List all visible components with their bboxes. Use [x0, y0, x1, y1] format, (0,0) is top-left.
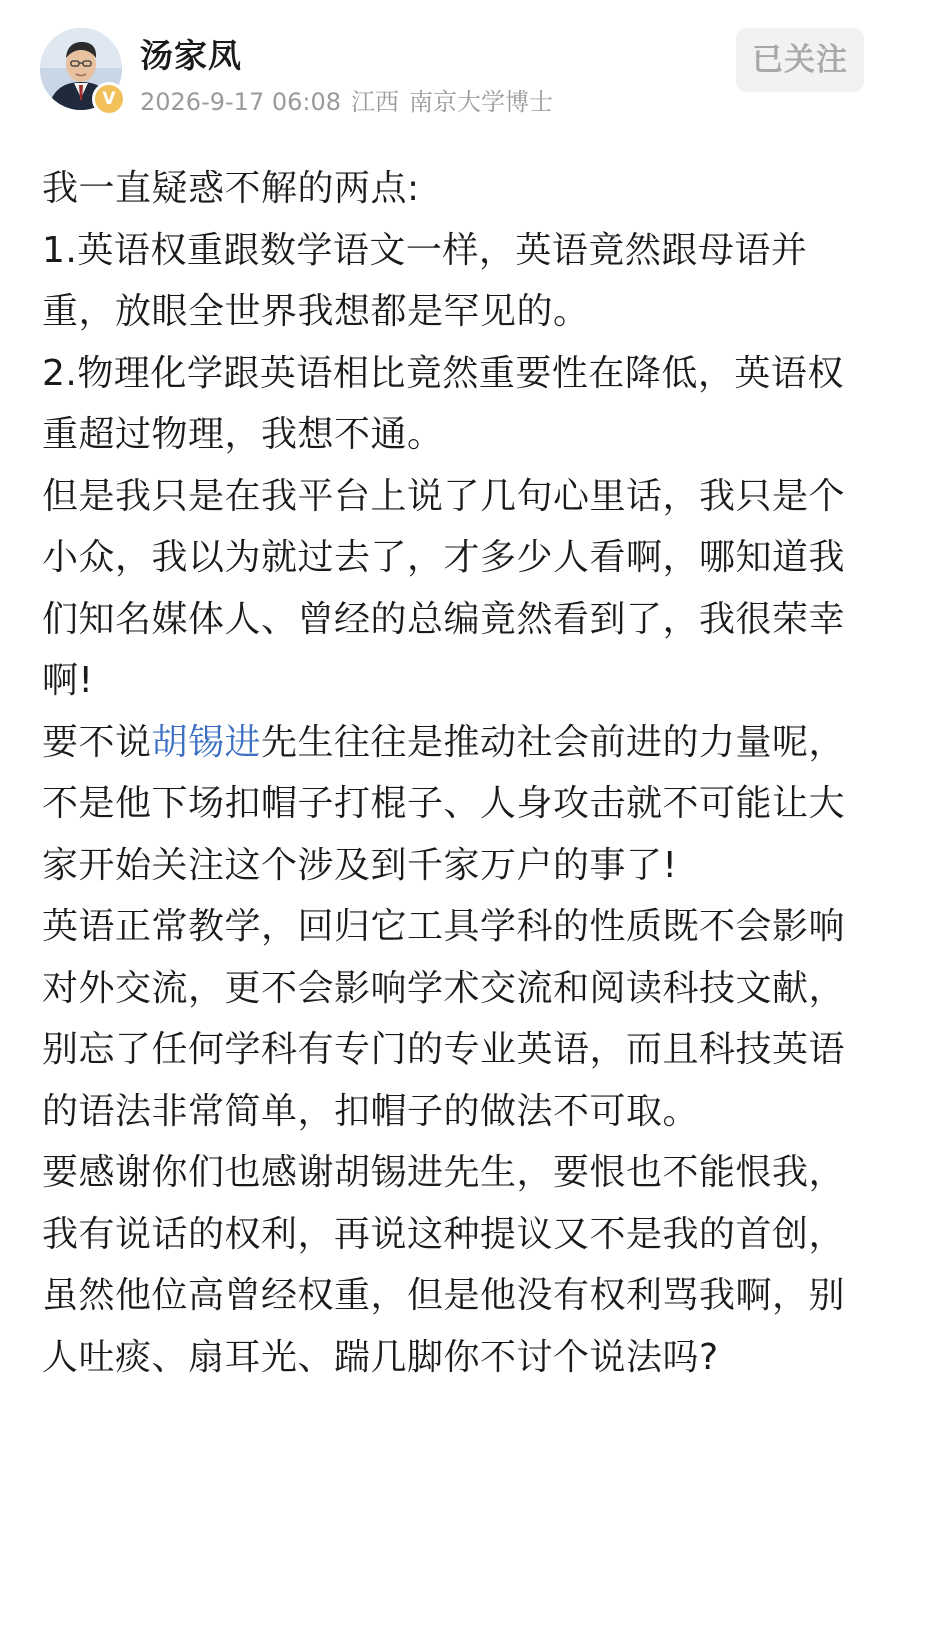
post-paragraph: 我一直疑惑不解的两点:	[42, 168, 420, 209]
post-header	[0, 0, 946, 130]
author-title: 南京大学博士	[409, 88, 553, 116]
post-text: 先生往往是推动社会前进的力量呢，不是他下场扣帽子打棍子、人身攻击就不可能让大家开始关注这个涉及到千家万户的事了!	[42, 721, 846, 886]
post-paragraph: 要感谢你们也感谢胡锡进先生，要恨也不能恨我，我有说话的权利，再说这种提议又不是我的首创，虽然他位高曾经权重，但是他没有权利骂我啊，别人吐痰、扇耳光、踹几脚你不讨个说法吗?	[42, 1152, 846, 1378]
post-paragraph	[42, 712, 852, 897]
follow-button[interactable]: 已关注	[736, 28, 864, 92]
post-paragraph: 但是我只是在我平台上说了几句心里话，我只是个小众，我以为就过去了，才多少人看啊，哪知道我们知名媒体人、曾经的总编竟然看到了，我很荣幸啊!	[42, 475, 846, 701]
author-name[interactable]: 汤家凤	[140, 36, 242, 75]
verified-badge: V	[92, 82, 126, 116]
post-paragraph: 2.物理化学跟英语相比竟然重要性在降低，英语权重超过物理，我想不通。	[42, 352, 844, 455]
post-timestamp: 2026-9-17 06:08	[140, 88, 341, 116]
post-text: 要不说	[42, 721, 152, 763]
post-meta	[140, 82, 563, 117]
user-mention-link[interactable]: 胡锡进	[151, 721, 262, 763]
post-location: 江西	[351, 88, 399, 116]
post-paragraph: 1.英语权重跟数学语文一样，英语竟然跟母语并重，放眼全世界我想都是罕见的。	[42, 229, 808, 332]
post-body	[42, 158, 852, 1388]
post-paragraph: 英语正常教学，回归它工具学科的性质既不会影响对外交流，更不会影响学术交流和阅读科技文献，别忘了任何学科有专门的专业英语，而且科技英语的语法非常简单，扣帽子的做法不可取。	[42, 906, 846, 1132]
